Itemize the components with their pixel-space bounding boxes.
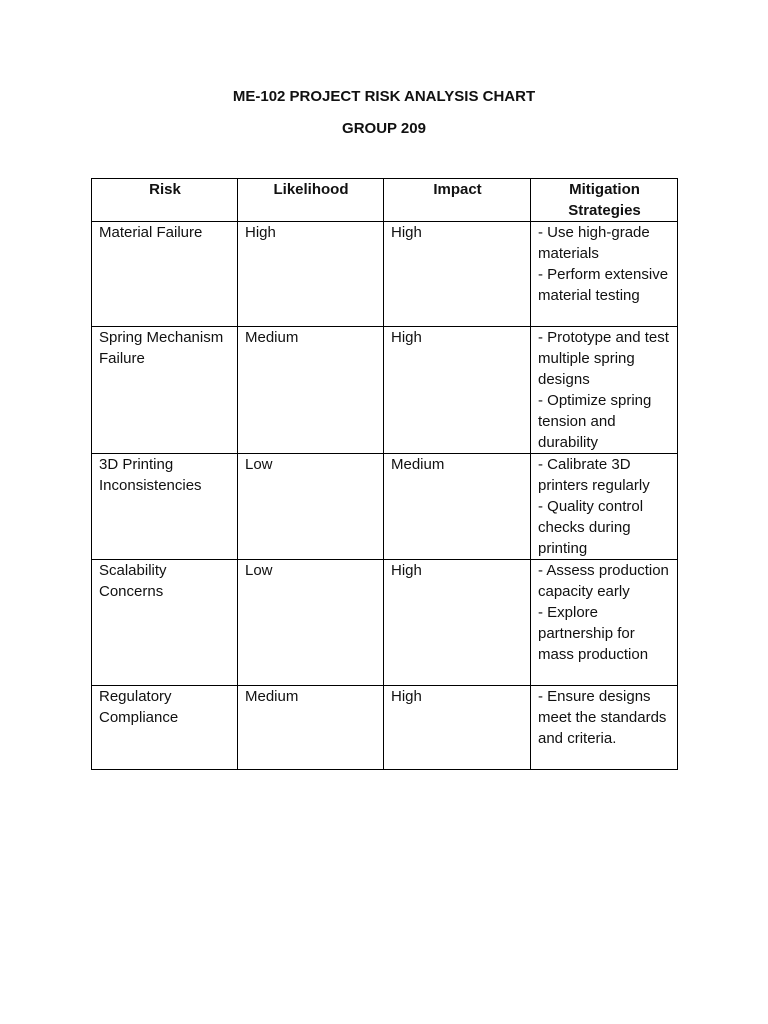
table-row — [92, 454, 678, 560]
header-risk: Risk — [92, 179, 238, 222]
mitigation-item: - Assess production capacity early — [538, 562, 669, 600]
header-likelihood: Likelihood — [238, 179, 384, 222]
cell-impact: High — [384, 560, 531, 686]
cell-risk: Spring Mechanism Failure — [92, 327, 238, 454]
table-row — [92, 686, 678, 770]
cell-mitigation — [531, 327, 678, 454]
mitigation-item: - Quality control checks during printing — [538, 498, 644, 557]
mitigation-item: - Prototype and test multiple spring designs — [538, 329, 669, 388]
table-header-row — [92, 179, 678, 222]
header-impact: Impact — [384, 179, 531, 222]
cell-likelihood: High — [238, 222, 384, 327]
cell-risk: Material Failure — [92, 222, 238, 327]
cell-mitigation — [531, 686, 678, 770]
mitigation-item: - Perform extensive material testing — [538, 266, 669, 304]
document-subtitle: GROUP 209 — [342, 120, 426, 137]
cell-likelihood: Low — [238, 560, 384, 686]
cell-impact: High — [384, 686, 531, 770]
cell-risk: Scalability Concerns — [92, 560, 238, 686]
cell-impact: High — [384, 222, 531, 327]
cell-mitigation — [531, 560, 678, 686]
mitigation-item: - Use high-grade materials — [538, 224, 650, 262]
cell-impact: Medium — [384, 454, 531, 560]
cell-likelihood: Medium — [238, 327, 384, 454]
cell-likelihood: Medium — [238, 686, 384, 770]
mitigation-item: - Calibrate 3D printers regularly — [538, 456, 650, 494]
mitigation-item: - Optimize spring tension and durability — [538, 392, 652, 451]
cell-mitigation — [531, 222, 678, 327]
risk-analysis-table — [91, 178, 678, 770]
cell-likelihood: Low — [238, 454, 384, 560]
table-row — [92, 327, 678, 454]
cell-risk: Regulatory Compliance — [92, 686, 238, 770]
cell-risk: 3D Printing Inconsistencies — [92, 454, 238, 560]
mitigation-item: - Explore partnership for mass production — [538, 604, 649, 663]
header-mitigation: Mitigation Strategies — [531, 179, 678, 222]
table-row — [92, 560, 678, 686]
table-row — [92, 222, 678, 327]
cell-mitigation — [531, 454, 678, 560]
mitigation-item: - Ensure designs meet the standards and criteria. — [538, 688, 667, 747]
cell-impact: High — [384, 327, 531, 454]
document-title: ME-102 PROJECT RISK ANALYSIS CHART — [232, 88, 536, 105]
